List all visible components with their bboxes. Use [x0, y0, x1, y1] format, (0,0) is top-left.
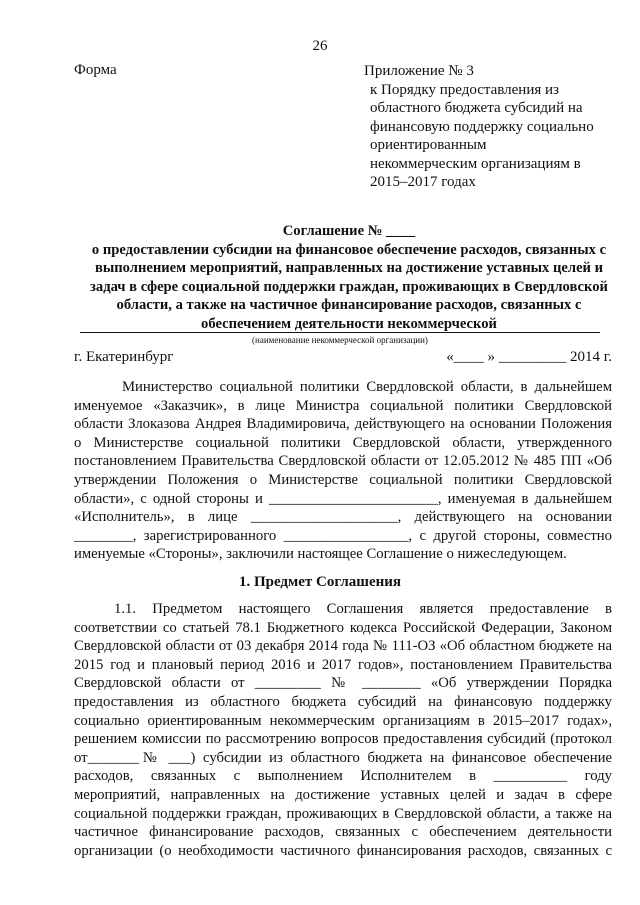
clause-line: 2015 год и плановый период 2016 и 2017 годов», постановлением Правительства [74, 656, 612, 673]
title-line: обеспечением деятельности некоммерческой [201, 315, 497, 332]
clause-line: 1.1. Предметом настоящего Соглашения является предоставление в [114, 601, 612, 617]
clause-line: расходов, связанных с выполнением Исполнителем в __________ году [74, 768, 612, 785]
intro-line: «Исполнитель», в лице ____________________, действующего на основании [74, 509, 612, 526]
clause-line: частичное финансирование расходов, связанных с обеспечением деятельности [74, 824, 612, 841]
title-line: области, а также на частичное финансирование расходов, связанных с [116, 297, 582, 313]
appendix-line: Приложение № 3 [364, 63, 474, 79]
clause-line: Свердловской области от _________ № ________ «Об утверждении Порядка [74, 675, 612, 692]
org-name-line [80, 332, 600, 333]
clause-line: предоставления из областного бюджета субсидий на финансовую поддержку [74, 693, 612, 710]
intro-line: утверждении Положения о Министерстве социальной политики Свердловской [74, 471, 612, 488]
date: «____ » _________ 2014 г. [446, 349, 612, 365]
appendix-line: к Порядку предоставления из [370, 81, 559, 98]
clause-line: организации (о необходимости частичного финансирования расходов, связанных с [74, 842, 612, 859]
intro-line: области», с одной стороны и _______________________, именуемая в дальнейшем [74, 490, 612, 507]
intro-line: ________, зарегистрированного _________________, с другой стороны, совместно [74, 527, 612, 544]
title-line: выполнением мероприятий, направленных на достижение уставных целей и [94, 260, 604, 276]
agreement-title [74, 222, 624, 333]
intro-line: именуемое «Заказчик», в лице Министра социальной политики Свердловской [74, 397, 612, 414]
clause-line: Свердловской области от 03 декабря 2014 года № 111-ОЗ «Об областном бюджете на [74, 638, 612, 655]
appendix-line: 2015–2017 годах [370, 174, 476, 190]
clause-line: социально ориентированным некоммерческим организациям в 2015–2017 годах», [74, 712, 612, 729]
clause-1-1 [74, 600, 612, 860]
intro-line: области Злоказова Андрея Владимировича, действующего на основании Положения [74, 416, 612, 433]
clause-line: решением комиссии по рассмотрению вопросов предоставления субсидий (протокол [74, 731, 612, 748]
org-caption: (наименование некоммерческой организации) [252, 335, 428, 345]
appendix-line: финансовую поддержку социально [370, 118, 594, 135]
intro-line: постановлением Правительства Свердловской области от 12.05.2012 № 485 ПП «Об [74, 453, 612, 470]
page-number: 26 [312, 38, 328, 54]
city: г. Екатеринбург [74, 349, 174, 365]
appendix-line: ориентированным [370, 137, 487, 153]
clause-line: соответствии со статьей 78.1 Бюджетного кодекса Российской Федерации, Законом [74, 619, 612, 636]
clause-line: мероприятий, направленных на достижение уставных целей и задач в сфере [74, 786, 612, 803]
intro-line: о Министерстве социальной политики Свердловской области, утвержденного [74, 434, 612, 451]
clause-line: от_______№ ___) субсидии из областного бюджета на финансовое обеспечение [74, 749, 612, 766]
appendix-line: областного бюджета субсидий на [370, 100, 583, 116]
form-label: Форма [74, 62, 117, 78]
title-line: задач в сфере социальной поддержки граждан, проживающих в Свердловской [90, 278, 608, 295]
title-line: Соглашение № ____ [282, 223, 416, 239]
title-line: о предоставлении субсидии на финансовое обеспечение расходов, связанных с [91, 241, 607, 258]
clause-line: социальной поддержки граждан, проживающих в Свердловской области, а также на [74, 805, 612, 822]
intro-line: именуемые «Стороны», заключили настоящее Соглашение о нижеследующем. [74, 546, 567, 563]
appendix-block [364, 62, 614, 192]
section-heading: 1. Предмет Соглашения [238, 574, 402, 590]
intro-line: Министерство социальной политики Свердловской области, в дальнейшем [122, 379, 612, 395]
appendix-line: некоммерческим организациям в [370, 155, 581, 172]
intro-paragraph [74, 378, 612, 564]
